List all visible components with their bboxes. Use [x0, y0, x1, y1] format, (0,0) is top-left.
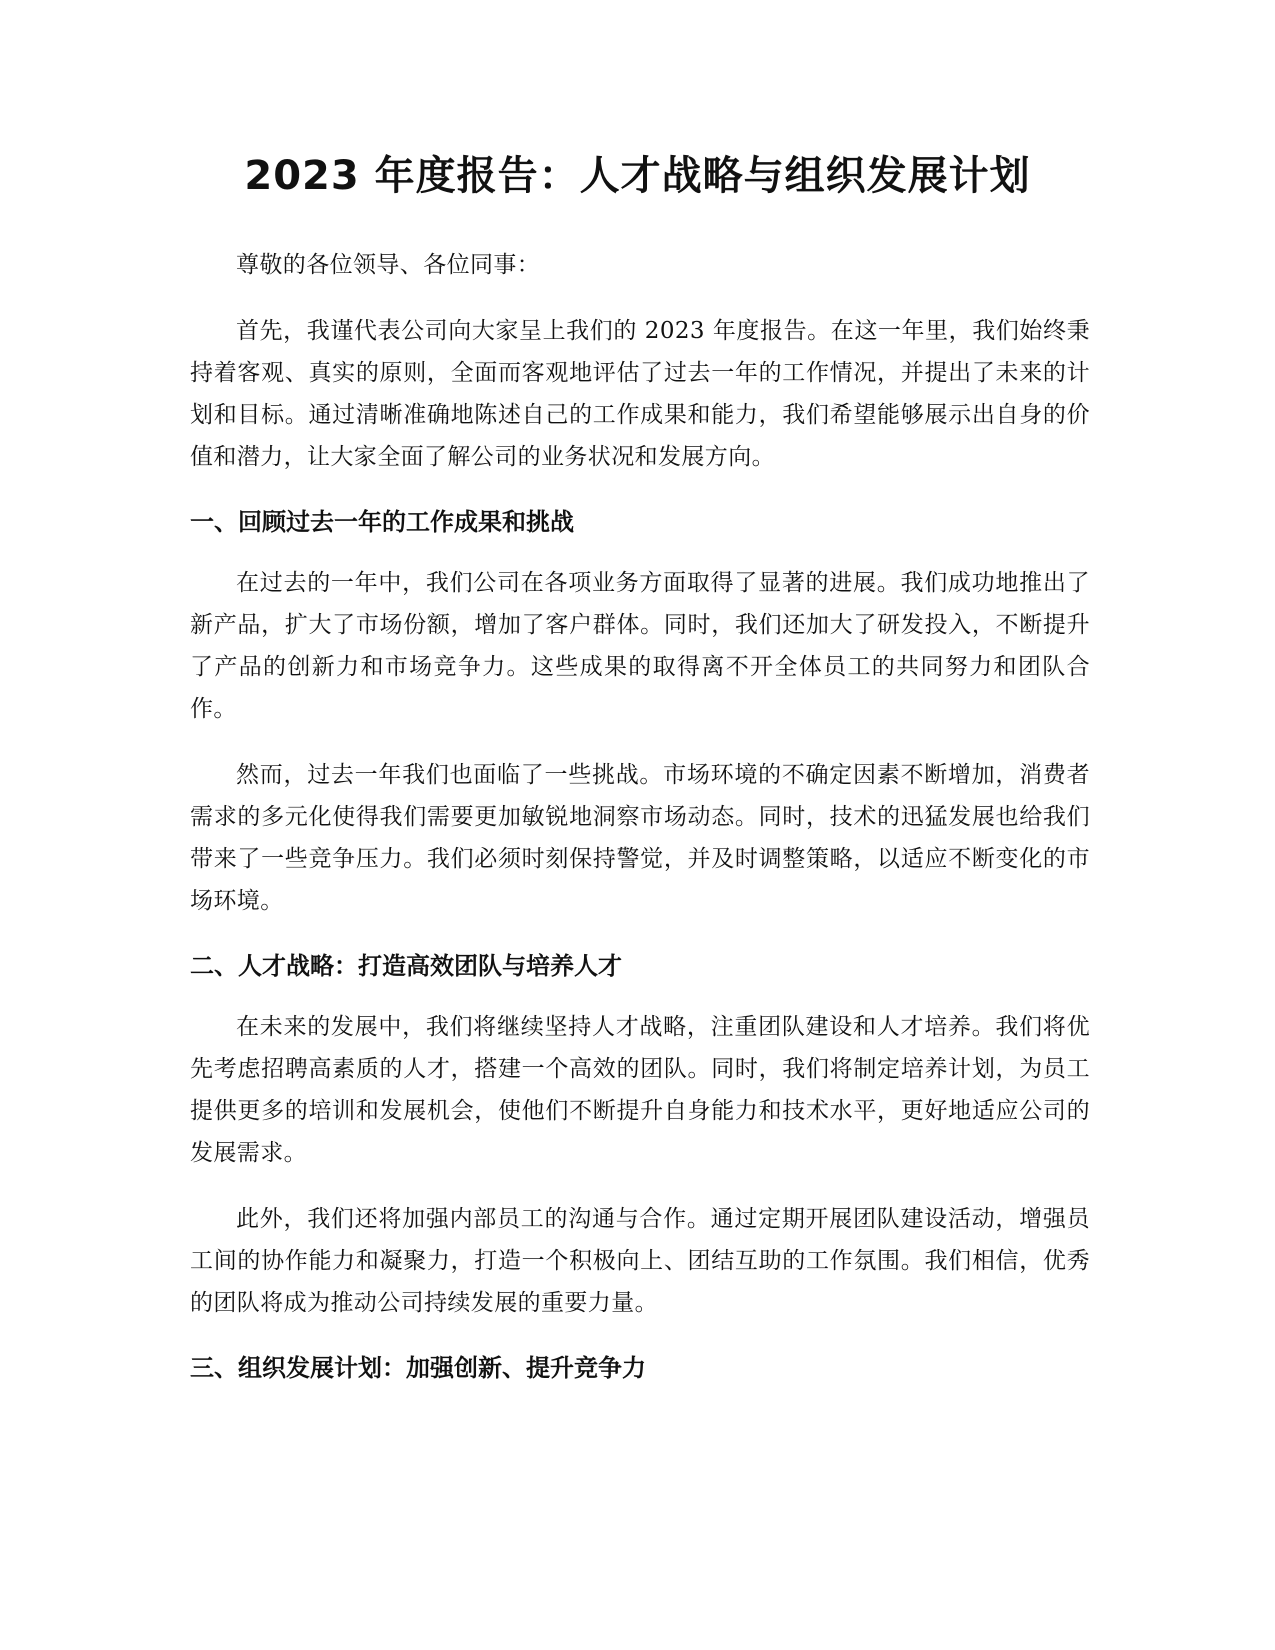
greeting-paragraph: 尊敬的各位领导、各位同事：: [236, 252, 541, 278]
document-title: 2023 年度报告：人才战略与组织发展计划: [244, 153, 1031, 199]
section-1-paragraph-1: 在过去的一年中，我们公司在各项业务方面取得了显著的进展。我们成功地推出了新产品，扩大了市场份额，增加了客户群体。同时，我们还加大了研发投入，不断提升了产品的创新力和市场竞争力。这些成果的取得离不开全体员工的共同努力和团队合作。: [190, 570, 1090, 722]
intro-paragraph: 首先，我谨代表公司向大家呈上我们的 2023 年度报告。在这一年里，我们始终秉持着客观、真实的原则，全面而客观地评估了过去一年的工作情况，并提出了未来的计划和目标。通过清晰准确地陈述自己的工作成果和能力，我们希望能够展示出自身的价值和潜力，让大家全面了解公司的业务状况和发展方向。: [190, 318, 1090, 470]
section-heading-3: 三、组织发展计划：加强创新、提升竞争力: [190, 1354, 646, 1382]
section-heading-2: 二、人才战略：打造高效团队与培养人才: [190, 952, 622, 980]
section-2-paragraph-1: 在未来的发展中，我们将继续坚持人才战略，注重团队建设和人才培养。我们将优先考虑招聘高素质的人才，搭建一个高效的团队。同时，我们将制定培养计划，为员工提供更多的培训和发展机会，使他们不断提升自身能力和技术水平，更好地适应公司的发展需求。: [190, 1014, 1090, 1166]
section-heading-1: 一、回顾过去一年的工作成果和挑战: [190, 508, 574, 536]
section-2-paragraph-2: 此外，我们还将加强内部员工的沟通与合作。通过定期开展团队建设活动，增强员工间的协作能力和凝聚力，打造一个积极向上、团结互助的工作氛围。我们相信，优秀的团队将成为推动公司持续发展的重要力量。: [190, 1206, 1090, 1316]
document-body: [190, 244, 1090, 1408]
section-1-paragraph-2: 然而，过去一年我们也面临了一些挑战。市场环境的不确定因素不断增加，消费者需求的多元化使得我们需要更加敏锐地洞察市场动态。同时，技术的迅猛发展也给我们带来了一些竞争压力。我们必须时刻保持警觉，并及时调整策略，以适应不断变化的市场环境。: [190, 762, 1090, 914]
